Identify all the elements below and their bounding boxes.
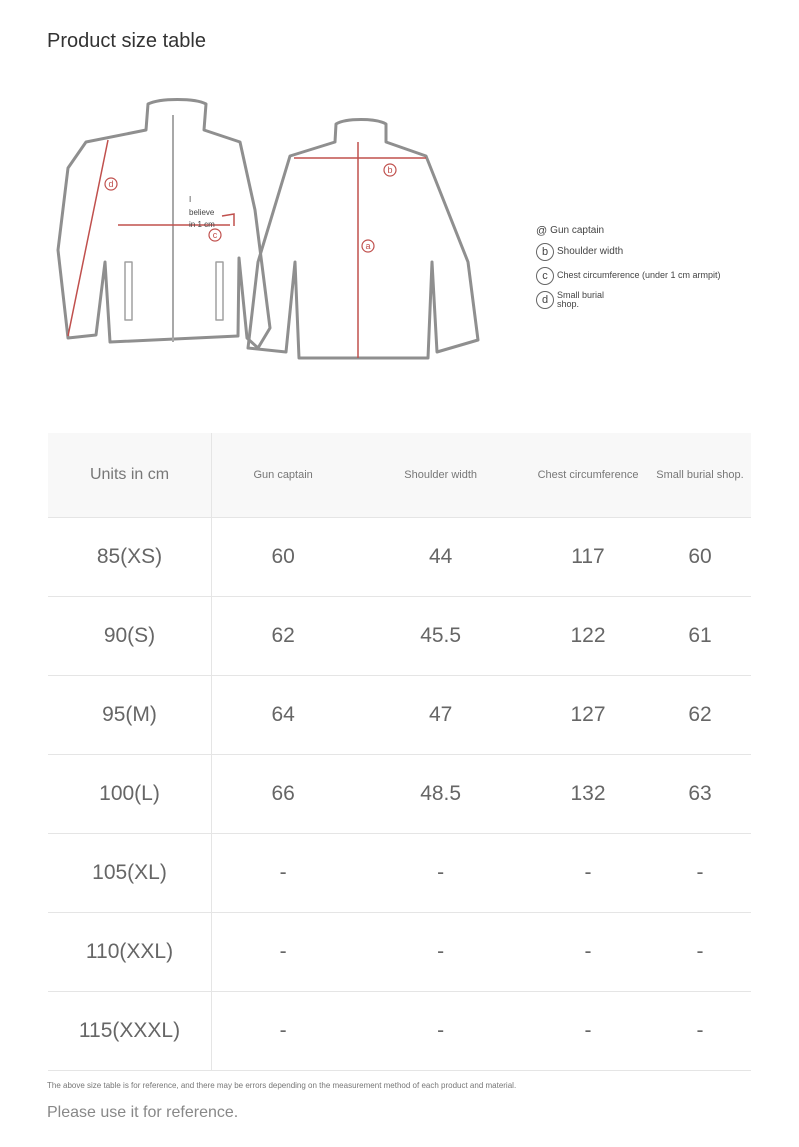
size-cell: 115(XXXL) (48, 992, 212, 1071)
reference-note: The above size table is for reference, and there may be errors depending on the measurement method of each product and material. (47, 1081, 517, 1090)
reference-text: Please use it for reference. (47, 1104, 239, 1121)
table-cell: 48.5 (354, 755, 527, 834)
size-table (48, 433, 751, 1071)
legend-label: Gun captain (550, 224, 605, 236)
table-header-row (48, 433, 751, 518)
label-b: b (387, 165, 393, 175)
table-row (48, 992, 751, 1071)
size-cell: 100(L) (48, 755, 212, 834)
label-c: c (212, 230, 218, 240)
table-cell: - (527, 992, 649, 1071)
table-cell: 60 (212, 518, 355, 597)
table-cell: - (354, 992, 527, 1071)
table-cell: 122 (527, 597, 649, 676)
table-cell: 62 (212, 597, 355, 676)
table-cell: 60 (649, 518, 751, 597)
table-cell: - (212, 992, 355, 1071)
table-row (48, 518, 751, 597)
measurement-legend (536, 225, 786, 316)
legend-item-length (536, 225, 786, 237)
table-cell: - (649, 834, 751, 913)
table-cell: 117 (527, 518, 649, 597)
column-header: Units in cm (48, 433, 212, 518)
back-jacket (248, 120, 478, 359)
table-cell: 66 (212, 755, 355, 834)
table-cell: - (212, 834, 355, 913)
column-header: Chest circumference (527, 433, 649, 518)
legend-item-chest (536, 267, 786, 285)
page-title: Product size table (47, 30, 206, 52)
legend-item-shoulder (536, 243, 786, 261)
at-symbol-icon: @ (536, 225, 548, 237)
label-a: a (365, 241, 371, 251)
jacket-diagram (50, 90, 490, 380)
table-cell: 47 (354, 676, 527, 755)
table-cell: 62 (649, 676, 751, 755)
table-cell: - (649, 992, 751, 1071)
size-cell: 90(S) (48, 597, 212, 676)
table-cell: 45.5 (354, 597, 527, 676)
table-cell: 44 (354, 518, 527, 597)
table-cell: 64 (212, 676, 355, 755)
front-jacket (58, 100, 270, 349)
table-cell: - (212, 913, 355, 992)
measurement-markers (105, 164, 396, 252)
label-d: d (108, 179, 114, 189)
diagram-note-line-2: believe (189, 208, 215, 217)
size-cell: 105(XL) (48, 834, 212, 913)
circle-c-icon: c (536, 267, 554, 285)
table-row (48, 913, 751, 992)
size-cell: 85(XS) (48, 518, 212, 597)
circle-d-icon: d (536, 291, 554, 309)
size-cell: 95(M) (48, 676, 212, 755)
table-cell: - (354, 913, 527, 992)
table-row (48, 834, 751, 913)
table-cell: 61 (649, 597, 751, 676)
legend-label: Small burial shop. (557, 290, 605, 310)
column-header: Shoulder width (354, 433, 527, 518)
table-row (48, 676, 751, 755)
diagram-note-line-1: I (189, 195, 192, 204)
table-cell: 132 (527, 755, 649, 834)
table-cell: 63 (649, 755, 751, 834)
table-cell: - (354, 834, 527, 913)
legend-label: Chest circumference (under 1 cm armpit) (557, 270, 721, 281)
diagram-note-line-3: in 1 cm (189, 220, 215, 229)
column-header: Gun captain (212, 433, 355, 518)
table-cell: - (527, 834, 649, 913)
legend-label: Shoulder width (557, 245, 624, 257)
table-row (48, 597, 751, 676)
legend-item-sleeve (536, 291, 786, 310)
table-row (48, 755, 751, 834)
column-header: Small burial shop. (649, 433, 751, 518)
table-cell: 127 (527, 676, 649, 755)
table-cell: - (527, 913, 649, 992)
table-cell: - (649, 913, 751, 992)
size-cell: 110(XXL) (48, 913, 212, 992)
circle-b-icon: b (536, 243, 554, 261)
